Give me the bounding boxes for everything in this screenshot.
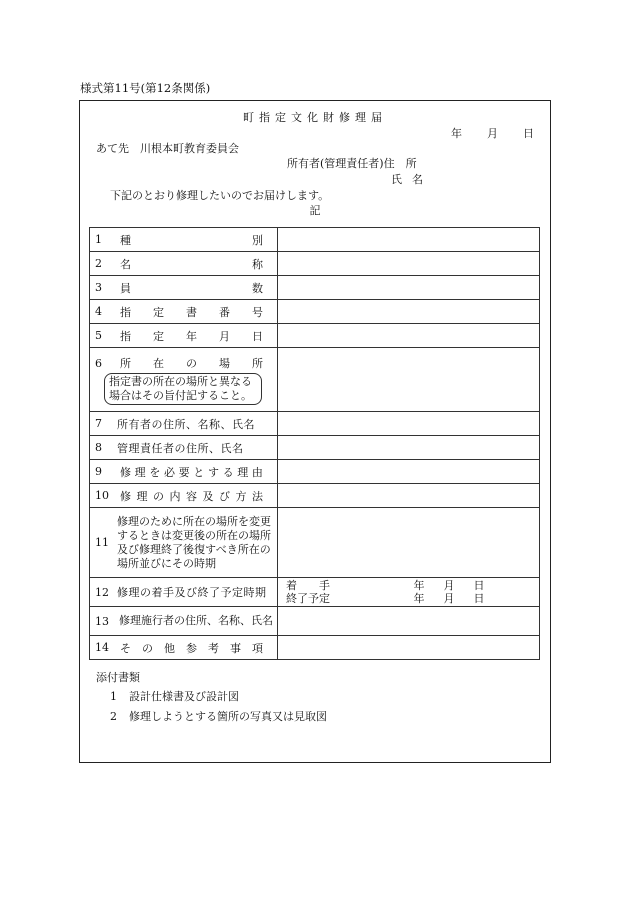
value-cell[interactable] (278, 436, 540, 460)
table-row (90, 276, 540, 300)
row-label: 所 在 の 場 所 (120, 357, 263, 370)
row-label: 員 数 (120, 281, 263, 295)
location-note: 指定書の所在の場所と異なる場合はその旨付記すること。 (104, 373, 262, 405)
ki-heading: 記 (309, 204, 321, 217)
row-number: 13 (95, 614, 109, 628)
attachment-number: 1 (110, 690, 117, 703)
row-label: 修 理 を 必 要 と す る 理 由 (120, 465, 263, 479)
attachment-item (110, 710, 327, 723)
row-number: 14 (95, 641, 109, 654)
attachment-text: 設計仕様書及び設計図 (129, 690, 239, 703)
row-number: 3 (95, 281, 102, 294)
start-label: 着 手 (286, 579, 330, 592)
end-day-label: 日 (473, 592, 485, 605)
row-number: 2 (95, 257, 102, 270)
table-row (90, 578, 540, 607)
row-label: 修 理 の 内 容 及 び 方 法 (120, 489, 263, 503)
row-number: 8 (95, 441, 102, 454)
row-label: 修理施行者の住所、名称、氏名 (119, 614, 273, 627)
value-cell[interactable] (278, 300, 540, 324)
value-cell[interactable] (278, 412, 540, 436)
value-cell[interactable] (278, 607, 540, 636)
start-month-label: 月 (443, 579, 455, 592)
repair-notice-table (89, 227, 540, 660)
end-month-label: 月 (443, 592, 455, 605)
table-row (90, 460, 540, 484)
schedule-cell[interactable] (278, 578, 540, 607)
row-label: 修理の着手及び終了予定時期 (117, 586, 267, 599)
attachment-text: 修理しようとする箇所の写真又は見取図 (129, 710, 327, 723)
row-label: 指 定 書 番 号 (120, 305, 263, 319)
row-number: 7 (95, 417, 102, 430)
row-label: そ の 他 参 考 事 項 (120, 641, 263, 655)
row-number: 12 (95, 585, 109, 599)
end-year-label: 年 (413, 592, 425, 605)
attachment-item (110, 690, 239, 703)
table-row (90, 228, 540, 252)
row-number: 6 (95, 356, 102, 370)
table-row (90, 508, 540, 578)
row-number: 10 (95, 489, 109, 502)
start-day-label: 日 (473, 579, 485, 592)
value-cell[interactable] (278, 508, 540, 578)
row-number: 11 (95, 536, 109, 549)
owner-name-label: 氏名 (391, 173, 433, 186)
table-row (90, 300, 540, 324)
value-cell[interactable] (278, 228, 540, 252)
date-day-label: 日 (523, 127, 534, 140)
table-row (90, 324, 540, 348)
form-number-caption: 様式第11号(第12条関係) (80, 81, 211, 95)
table-row (90, 436, 540, 460)
table-row (90, 252, 540, 276)
row-label: 所有者の住所、名称、氏名 (117, 417, 255, 431)
row-number: 4 (95, 305, 102, 318)
row-number: 9 (95, 465, 102, 478)
end-label: 終了予定 (286, 592, 330, 605)
value-cell[interactable] (278, 348, 540, 412)
addressee: あて先 川根本町教育委員会 (96, 142, 239, 155)
value-cell[interactable] (278, 460, 540, 484)
attachments-title: 添付書類 (96, 671, 140, 684)
form-title: 町指定文化財修理届 (243, 111, 387, 124)
date-year-label: 年 (451, 127, 462, 140)
row-label: 種 別 (120, 233, 263, 247)
start-year-label: 年 (413, 579, 425, 592)
table-row (90, 412, 540, 436)
row-label: 指 定 年 月 日 (120, 329, 263, 343)
row-number: 5 (95, 329, 102, 342)
value-cell[interactable] (278, 276, 540, 300)
owner-address-label: 所有者(管理責任者)住 所 (287, 157, 417, 170)
attachment-number: 2 (110, 710, 117, 723)
row-label: 管理責任者の住所、氏名 (117, 441, 244, 455)
table-row (90, 484, 540, 508)
table-row (90, 636, 540, 660)
row-label: 修理のために所在の場所を変更するときは変更後の所在の場所及び修理終了後復すべき所在の場所並びにその時期 (117, 514, 271, 570)
row-label: 名 称 (120, 257, 263, 271)
value-cell[interactable] (278, 324, 540, 348)
value-cell[interactable] (278, 484, 540, 508)
table-row (90, 607, 540, 636)
value-cell[interactable] (278, 636, 540, 660)
value-cell[interactable] (278, 252, 540, 276)
date-month-label: 月 (487, 127, 498, 140)
intro-text: 下記のとおり修理したいのでお届けします。 (110, 189, 330, 202)
table-row (90, 348, 540, 412)
row-number: 1 (95, 233, 102, 246)
